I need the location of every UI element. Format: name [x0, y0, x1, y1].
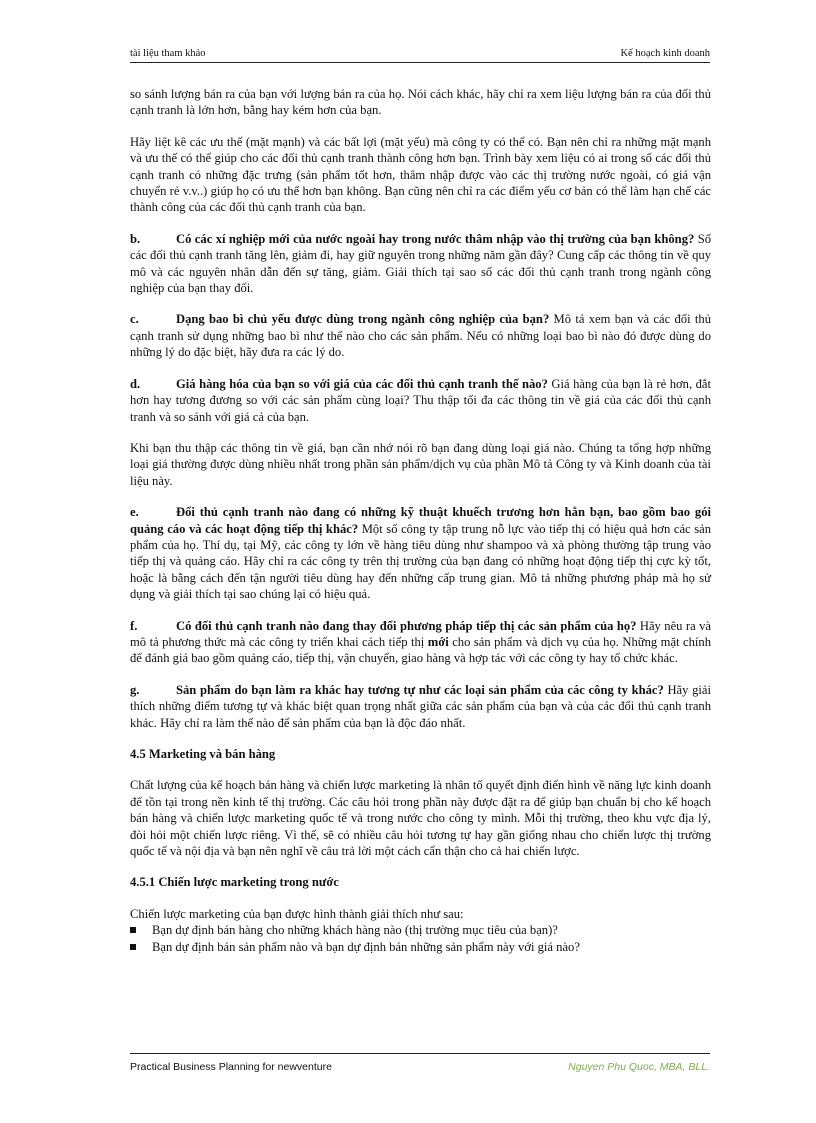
- page-footer: [130, 1053, 710, 1073]
- question-d: [130, 376, 711, 425]
- answer-text: Một số công ty tập trung nỗ lực vào tiếp thị có hiệu quả hơn các sản phẩm của họ. Thí dụ, tại Mỹ, các công ty lớn về hàng tiêu dùng như shampoo và xà phòng thường tập trung vào tiếp thị và quảng cáo. Hãy chỉ ra các công ty trên thị trường của bạn đang có những hoạt động tiếp thị cực kỳ tốt, hoặc là bằng cách đến tận người tiêu dùng hay đến những cấp trung gian. Mô tả những phương pháp mà họ sử dụng và giải thích tại sao chúng lại có hiệu quả.: [130, 521, 711, 602]
- question-text: Có các xí nghiệp mới của nước ngoài hay trong nước thâm nhập vào thị trường của bạn không?: [176, 231, 695, 246]
- footer-left: Practical Business Planning for newventure: [130, 1061, 332, 1073]
- list-item: [130, 922, 711, 938]
- question-text: Có đối thủ cạnh tranh nào đang thay đổi phương pháp tiếp thị các sản phẩm của họ?: [176, 618, 637, 633]
- question-c: [130, 311, 711, 360]
- answer-text: Số các đối thủ cạnh tranh tăng lên, giảm đi, hay giữ nguyên trong những năm gần đây? Cung cấp các thông tin về quy mô và các nguyên nhân dẫn đến sự tăng, giảm. Giải thích tại sao số các đối thủ cạnh tranh trong ngành công nghiệp của bạn thay đổi.: [130, 231, 712, 296]
- question-text: Dạng bao bì chủ yếu được dùng trong ngành công nghiệp của bạn?: [176, 312, 550, 327]
- answer-text: Giá hàng của bạn là rẻ hơn, đắt hơn hay tương đương so với các sản phẩm cùng loại? Thu thập tối đa các thông tin về giá của các đối thủ cạnh tranh và so sánh với giá cả của bạn.: [130, 376, 712, 424]
- question-text: Giá hàng hóa của bạn so với giá của các đối thủ cạnh tranh thế nào?: [176, 376, 548, 391]
- paragraph: Chất lượng của kế hoạch bán hàng và chiến lược marketing là nhân tố quyết định điển hình về năng lực kinh doanh để tồn tại trong nền kinh tế thị trường. Các câu hỏi trong phần này được đặt ra để giúp bạn chuẩn bị cho kế hoạch bán hàng và chiến lược marketing quốc tế và trong nước cho công ty mình. Mỗi thị trường, theo khu vực địa lý, đòi hỏi một chiến lược riêng. Vì thế, sẽ có nhiều câu hỏi tương tự hay gần giống nhau cho chiến lược thị trường quốc tế và nội địa và bạn nên nghĩ về câu trả lời một cách cẩn thận cho cả hai chiến lược.: [130, 778, 711, 859]
- footer-right: Nguyen Phu Quoc, MBA, BLL.: [568, 1061, 710, 1073]
- paragraph: Chiến lược marketing của bạn được hình thành giải thích như sau:: [130, 906, 464, 921]
- header-left: tài liệu tham khảo: [130, 48, 206, 59]
- header-right: Kế hoạch kinh doanh: [620, 48, 710, 59]
- item-label: d.: [130, 376, 141, 391]
- item-label: e.: [130, 505, 139, 520]
- square-bullet-icon: [130, 927, 136, 933]
- answer-text: Hãy nêu ra và mô tả phương thức mà các công ty triển khai cách tiếp thị: [130, 618, 711, 649]
- question-text: Đối thủ cạnh tranh nào đang có những kỹ thuật khuếch trương hơn hẳn bạn, bao gồm bao gói quảng cáo và các hoạt động tiếp thị khác?: [130, 505, 711, 536]
- section-heading-4-5: 4.5 Marketing và bán hàng: [130, 747, 276, 761]
- question-e: [130, 504, 711, 602]
- answer-text: Mô tả xem bạn và các đối thủ cạnh tranh sử dụng những bao bì như thế nào cho các sản phẩm. Nếu có những loại bao bì nào đó được dùng do những lý do đặc biệt, hãy đưa ra các lý do.: [130, 312, 711, 360]
- item-label: g.: [130, 682, 140, 697]
- paragraph: so sánh lượng bán ra của bạn với lượng bán ra của họ. Nói cách khác, hãy chỉ ra xem liệu lượng bán ra của đối thủ cạnh tranh là lớn hơn, bằng hay kém hơn của bạn.: [130, 87, 711, 118]
- square-bullet-icon: [130, 944, 136, 950]
- list-item-text: Bạn dự định bán hàng cho những khách hàng nào (thị trường mục tiêu của bạn)?: [152, 923, 558, 938]
- item-label: c.: [130, 312, 139, 327]
- page-header: [130, 46, 710, 63]
- paragraph: Hãy liệt kê các ưu thế (mặt mạnh) và các bất lợi (mặt yếu) mà công ty có thể có. Bạn nên chỉ ra những mặt mạnh và ưu thế có thể giúp cho các đối thủ cạnh tranh thành công hơn bạn. Trình bày xem liệu có ai trong số các đối thủ cạnh tranh có những đặc trưng (sản phẩm tốt hơn, thâm nhập được vào các thị trường nước ngoài, có giá vận chuyển rẻ v.v..) giúp họ có ưu thế hơn bạn không. Bạn cũng nên chỉ ra các điểm yếu cơ bản có thể làm hạn chế các thành công của các đối thủ cạnh tranh của bạn.: [130, 134, 711, 215]
- emphasis-text: mới: [427, 634, 449, 649]
- question-b: [130, 231, 711, 297]
- list-item: [130, 939, 711, 955]
- page-body: [130, 86, 711, 955]
- section-heading-4-5-1: 4.5.1 Chiến lược marketing trong nước: [130, 875, 339, 890]
- question-f: [130, 618, 711, 667]
- question-text: Sản phẩm do bạn làm ra khác hay tương tự như các loại sản phẩm của các công ty khác?: [176, 682, 664, 697]
- question-g: [130, 682, 711, 731]
- bullet-list: [130, 922, 711, 955]
- item-label: f.: [130, 618, 138, 633]
- answer-text: cho sản phẩm và dịch vụ của họ. Những mặt chính để đánh giá bao gồm quảng cáo, tiếp thị, vận chuyển, giao hàng và hợp tác với các công ty hay tổ chức khác.: [130, 634, 712, 666]
- paragraph: Khi bạn thu thập các thông tin về giá, bạn cần nhớ nói rõ bạn đang dùng loại giá nào. Chúng ta tổng hợp những loại giá thường được dùng nhiều nhất trong phần sản phẩm/dịch vụ của phần Mô tả Công ty và Kinh doanh của tài liệu này.: [130, 440, 711, 488]
- answer-text: Hãy giải thích những điểm tương tự và khác biệt quan trọng nhất giữa các sản phẩm của bạn và của các đối thủ cạnh tranh khác. Hãy chỉ ra làm thế nào để sản phẩm của bạn là độc đáo nhất.: [130, 682, 711, 730]
- item-label: b.: [130, 231, 141, 246]
- list-item-text: Bạn dự định bán sản phẩm nào và bạn dự định bán những sản phẩm này với giá nào?: [152, 939, 580, 954]
